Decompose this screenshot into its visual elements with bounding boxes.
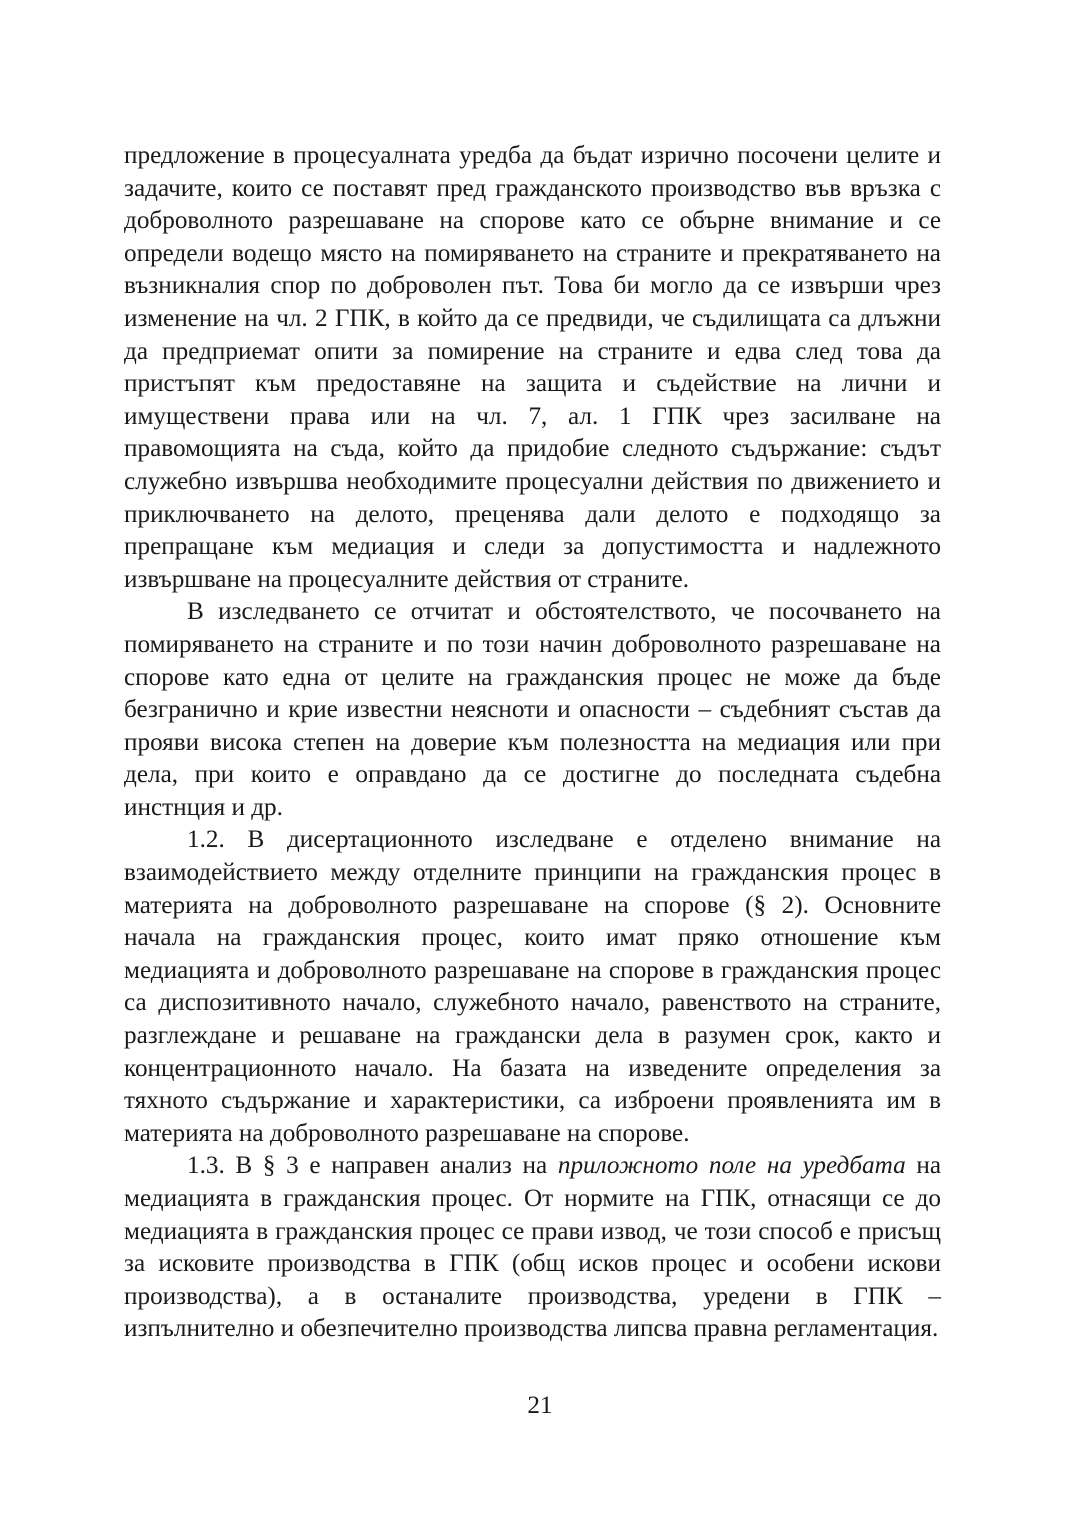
paragraph-2 <box>124 596 941 824</box>
paragraph-4-text-start: 1.3. В § 3 е направен анализ на <box>187 1152 558 1180</box>
body-text <box>124 140 941 1346</box>
paragraph-4 <box>124 1150 941 1346</box>
paragraph-3 <box>124 824 941 1150</box>
paragraph-4-italic-phrase: приложното поле на уредбата <box>557 1152 906 1180</box>
paragraph-4-text-end: на медиацията в гражданския процес. От нормите на ГПК, отнасящи се до медиацията в гражданския процес се прави извод, че този способ е присъщ за исковите производства в ГПК (общ исков процес и особени искови производства), а в останалите производства, уредени в ГПК – изпълнително и обезпечително производства липсва правна регламентация. <box>124 1152 941 1343</box>
paragraph-1 <box>124 140 941 596</box>
paragraph-2-text: В изследването се отчитат и обстоятелството, че посочването на помиряването на страните и по този начин доброволното разрешаване на спорове като една от целите на гражданския процес не може да бъде безгранично и крие известни неясноти и опасности – съдебният състав да прояви висока степен на доверие към полезността на медиация или при дела, при които е оправдано да се достигне до последната съдебна инстнция и др. <box>124 598 941 821</box>
paragraph-3-text: 1.2. В дисертационното изследване е отделено внимание на взаимодействието между отделните принципи на гражданския процес в материята на доброволното разрешаване на спорове (§ 2). Основните начала на гражданския процес, които имат пряко отношение към медиацията и доброволното разрешаване на спорове в гражданския процес са диспозитивното начало, служебното начало, равенството на страните, разглеждане и решаване на граждански дела в разумен срок, както и концентрационното начало. На базата на изведените определения за тяхното съдържание и характеристики, са изброени проявленията им в материята на доброволното разрешаване на спорове. <box>124 826 941 1147</box>
page-number: 21 <box>527 1392 553 1419</box>
paragraph-1-text: предложение в процесуалната уредба да бъдат изрично посочени целите и задачите, които се поставят пред гражданското производство във връзка с доброволното разрешаване на спорове като се обърне внимание и се определи водещо място на помиряването на страните и прекратяването на възникналия спор по доброволен път. Това би могло да се извърши чрез изменение на чл. 2 ГПК, в който да се предвиди, че съдилищата са длъжни да предприемат опити за помирение на страните и едва след това да пристъпят към предоставяне на защита и съдействие на лични и имуществени права или на чл. 7, ал. 1 ГПК чрез засилване на правомощията на съда, който да придобие следното съдържание: съдът служебно извършва необходимите процесуални действия по движението и приключването на делото, преценява дали делото е подходящо за препращане към медиация и следи за допустимостта и надлежното извършване на процесуалните действия от страните. <box>124 142 941 593</box>
